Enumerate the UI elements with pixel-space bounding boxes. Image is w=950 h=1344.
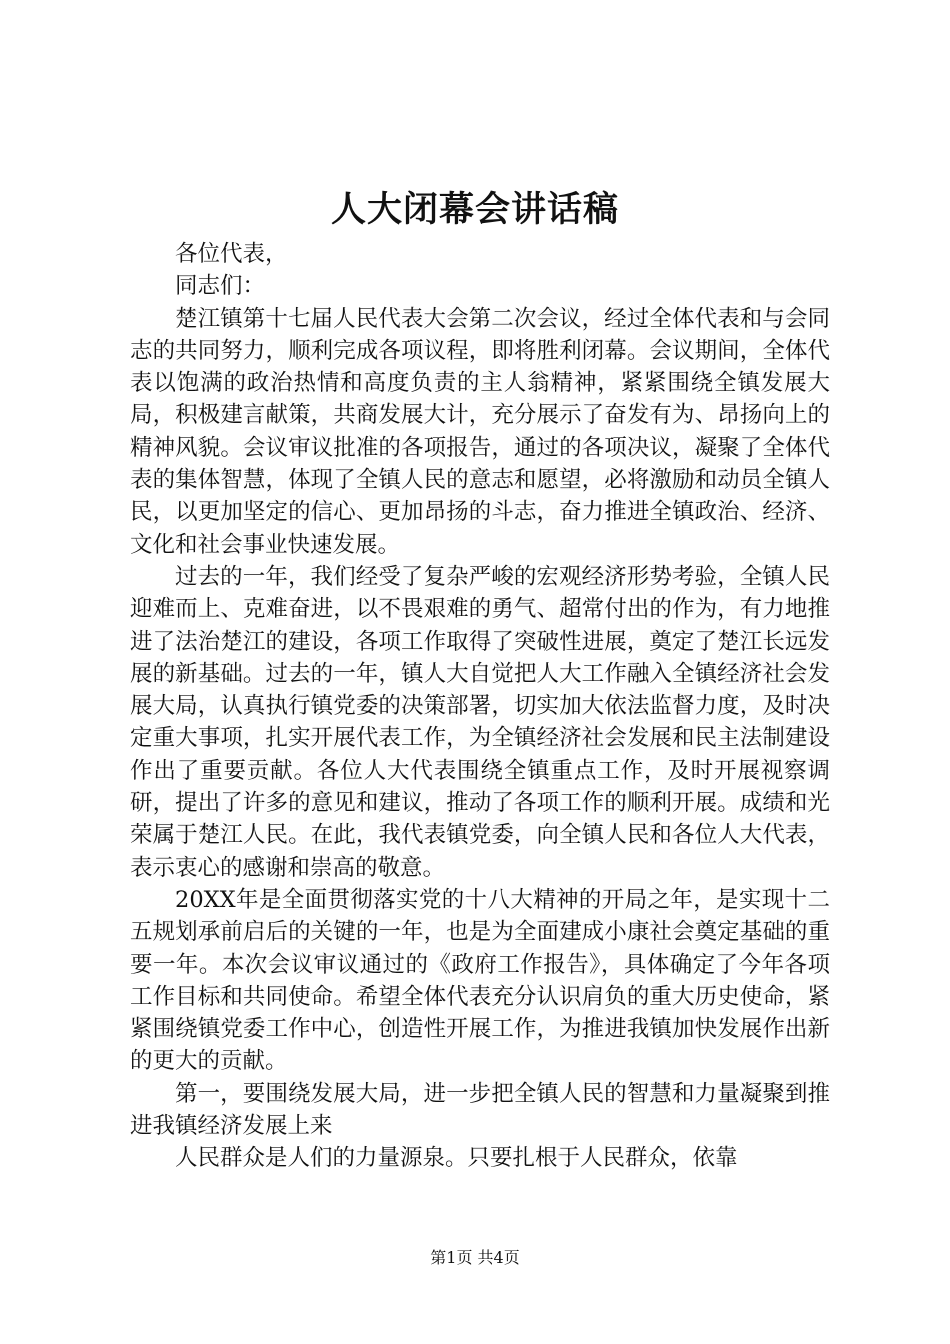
page-footer: 第1页 共4页	[430, 1248, 520, 1267]
document-title: 人大闭幕会讲话稿	[330, 189, 619, 230]
salutation-comrades: 同志们：	[175, 273, 266, 300]
paragraph: 人民群众是人们的力量源泉。只要扎根于人民群众，依靠	[175, 1145, 738, 1172]
section-heading: 第一，要围绕发展大局，进一步把全镇人民的智慧和力量凝聚到推进我镇经济发展上来	[130, 1080, 830, 1140]
paragraph: 过去的一年，我们经受了复杂严峻的宏观经济形势考验，全镇人民迎难而上、克难奋进，以不畏艰难的勇气、超常付出的作为，有力地推进了法治楚江的建设，各项工作取得了突破性进展，奠定了楚江长远发展的新基础。过去的一年，镇人大自觉把人大工作融入全镇经济社会发展大局，认真执行镇党委的决策部署，切实加大依法监督力度，及时决定重大事项，扎实开展代表工作，为全镇经济社会发展和民主法制建设作出了重要贡献。各位人大代表围绕全镇重点工作，及时开展视察调研，提出了许多的意见和建议，推动了各项工作的顺利开展。成绩和光荣属于楚江人民。在此，我代表镇党委，向全镇人民和各位人大代表，表示衷心的感谢和崇高的敬意。	[130, 563, 830, 881]
paragraph: 20XX年是全面贯彻落实党的十八大精神的开局之年，是实现十二五规划承前启后的关键的一年，也是为全面建成小康社会奠定基础的重要一年。本次会议审议通过的《政府工作报告》，具体确定了今年各项工作目标和共同使命。希望全体代表充分认识肩负的重大历史使命，紧紧围绕镇党委工作中心，创造性开展工作，为推进我镇加快发展作出新的更大的贡献。	[130, 886, 830, 1075]
salutation-representatives: 各位代表，	[175, 241, 288, 267]
document-body	[130, 238, 830, 1175]
paragraph: 楚江镇第十七届人民代表大会第二次会议，经过全体代表和与会同志的共同努力，顺利完成各项议程，即将胜利闭幕。会议期间，全体代表以饱满的政治热情和高度负责的主人翁精神，紧紧围绕全镇发展大局，积极建言献策，共商发展大计，充分展示了奋发有为、昂扬向上的精神风貌。会议审议批准的各项报告，通过的各项决议，凝聚了全体代表的集体智慧，体现了全镇人民的意志和愿望，必将激励和动员全镇人民，以更加坚定的信心、更加昂扬的斗志，奋力推进全镇政治、经济、文化和社会事业快速发展。	[130, 305, 830, 558]
